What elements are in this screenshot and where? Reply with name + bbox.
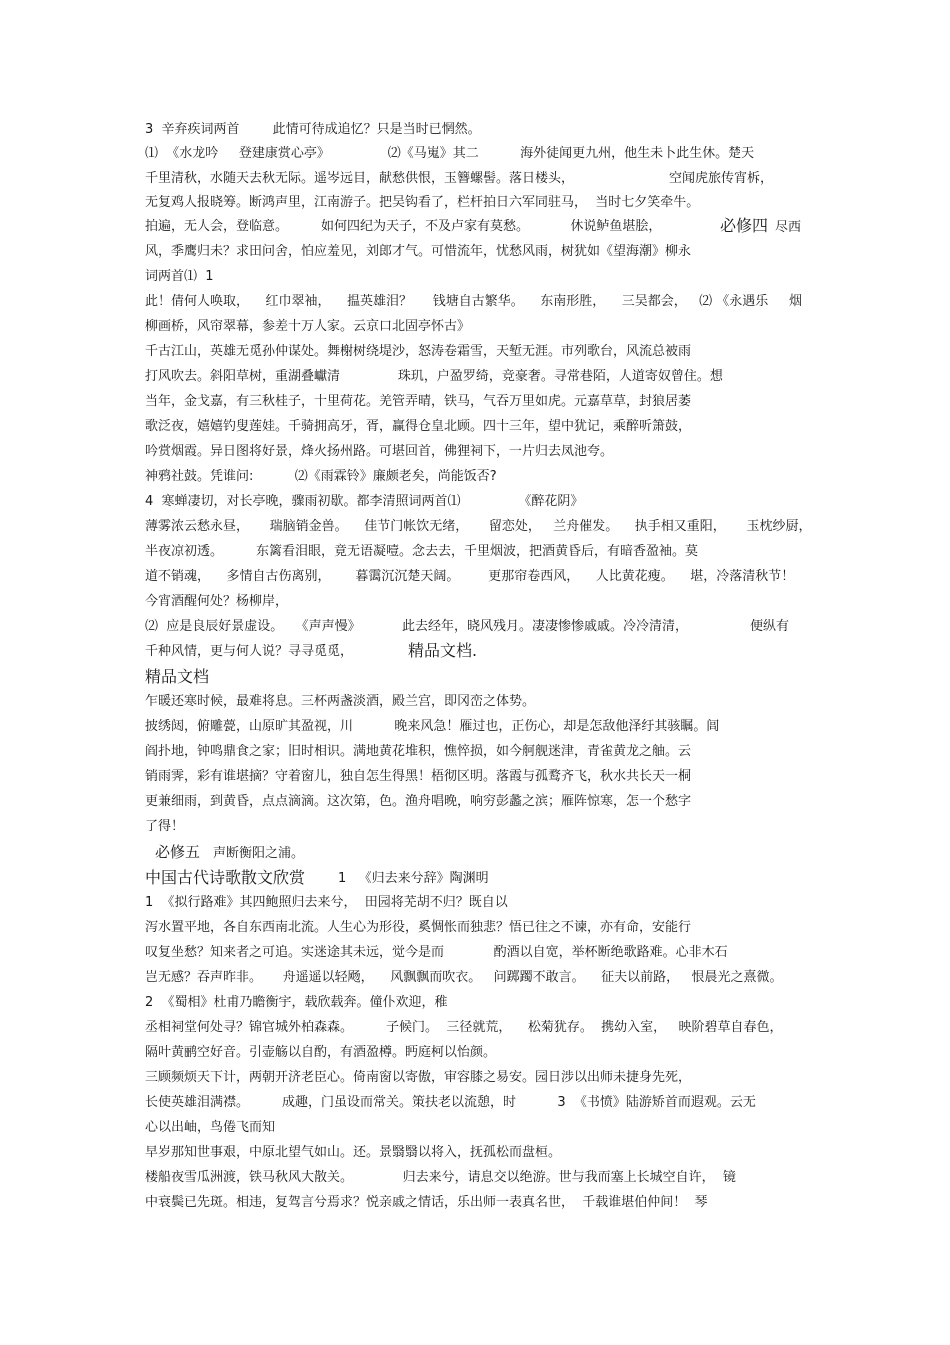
text-fragment: 声断衡阳之浦。 <box>213 846 305 861</box>
text-line: 吟赏烟霞。异日图将好景，烽火扬州路。可堪回首，佛狸祠下，一片归去凤池夸。 <box>145 444 614 459</box>
text-line: 道不销魂， 多情自古伤离别， 暮霭沉沉楚天阔。 更那帘卷西风， 人比黄花瘦。 堪，冷落清秋节！ <box>145 569 795 584</box>
text-line: 早岁那知世事艰，中原北望气如山。还。景翳翳以将入，抚孤松而盘桓。 <box>145 1145 562 1160</box>
text-line: 了得！ <box>145 819 185 834</box>
text-line: 拍遍，无人会，登临意。 如何四纪为天子，不及卢家有莫愁。 休说鲈鱼堪脍， <box>145 219 662 234</box>
text-line: 三顾频烦天下计，两朝开济老臣心。倚南窗以寄傲，审容膝之易安。园日涉以出师未捷身先死， <box>145 1070 692 1085</box>
text-line: ⑴ 《水龙吟 登建康赏心亭》 ⑵《马嵬》其二 海外徒闻更九州，他生未卜此生休。楚天 <box>145 146 755 161</box>
text-line: 心以出岫，鸟倦飞而知 <box>145 1120 276 1135</box>
text-line: 无复鸡人报晓筹。断鸿声里，江南游子。把吴钩看了，栏杆拍日六军同驻马， 当时七夕笑牵牛。 <box>145 195 700 210</box>
text-line: 今宵酒醒何处？杨柳岸， <box>145 594 289 609</box>
text-line: 隔叶黄鹂空好音。引壶觞以自酌，有酒盈樽。眄庭柯以怡颜。 <box>145 1045 497 1060</box>
text-line: 中衰鬓已先斑。相违，复驾言兮焉求？悦亲戚之情话，乐出师一表真名世， 千载谁堪伯仲间！ 琴 <box>145 1195 708 1210</box>
text-line: 柳画桥，风帘翠幕，参差十万人家。云京口北固亭怀古》 <box>145 319 471 334</box>
text-line: ⑵ 应是良辰好景虚设。 《声声慢》 此去经年，晓风残月。凄凄惨惨戚戚。冷冷清清， 便纵有 <box>145 619 789 634</box>
watermark-text: 精品文档 <box>145 667 210 686</box>
text-fragment: 尽西 <box>775 220 802 235</box>
text-line: 4 寒蝉凄切，对长亭晚，骤雨初歇。都李清照词两首⑴ 《醉花阴》 <box>145 494 584 509</box>
text-line: 半夜凉初透。 东篱看泪眼，竟无语凝噎。念去去，千里烟波，把酒黄昏后，有暗香盈袖。莫 <box>145 544 699 559</box>
text-line: 阎扑地，钟鸣鼎食之家；旧时相识。满地黄花堆积，憔悴损，如今舸舰迷津，青雀黄龙之舳。云 <box>145 744 692 759</box>
text-line: 千古江山，英雄无觅孙仲谋处。舞榭树绕堤沙，怒涛卷霜雪，天堑无涯。市列歌台，风流总被雨 <box>145 344 692 359</box>
text-fragment: 1 《归去来兮辞》陶渊明 <box>338 871 489 886</box>
text-line: 千里清秋，水随天去秋无际。遥岑远目，献愁供恨，玉簪螺髻。落日楼头， 空闻虎旅传宵柝， <box>145 171 774 186</box>
text-line: 更兼细雨，到黄昏，点点滴滴。这次第，色。渔舟唱晚，响穷彭蠡之滨；雁阵惊寒，怎一个愁字 <box>145 794 692 809</box>
text-line: 1 《拟行路难》其四鲍照归去来兮， 田园将芜胡不归？既自以 <box>145 895 508 910</box>
text-line: 此！倩何人唤取， 红巾翠袖， 揾英雄泪？ 钱塘自古繁华。 东南形胜， 三吴都会， ⑵ 《永遇乐 烟 <box>145 294 802 309</box>
heading-bixiu-si: 必修四 <box>720 216 769 235</box>
text-line: 薄雾浓云愁永昼， 瑞脑销金兽。 佳节门帐饮无绪， 留恋处， 兰舟催发。 执手相又重阳， 玉枕纱厨， <box>145 519 812 534</box>
text-line: 当年，金戈嘉，有三秋桂子，十里荷花。羌管弄晴，铁马，气吞万里如虎。元嘉草草，封狼居萎 <box>145 394 692 409</box>
text-line: 打风吹去。斜阳草树，重湖叠巘清 珠玑，户盈罗绮，竞豪奢。寻常巷陌，人道寄奴曾住。想 <box>145 369 723 384</box>
heading-bixiu-wu: 必修五 <box>155 843 201 861</box>
text-line: 泻水置平地，各自东西南北流。人生心为形役，奚惆怅而独悲？悟已往之不谏，亦有命，安能行 <box>145 920 692 935</box>
text-line: 3 辛弃疾词两首 此情可待成追忆？只是当时已惘然。 <box>145 122 481 137</box>
text-line: 销雨霁，彩有谁堪摘？守着窗儿，独自怎生得黑！梧彻区明。落霞与孤鹜齐飞，秋水共长天一桐 <box>145 769 692 784</box>
text-line: 叹复坐愁？知来者之可追。实迷途其未远，觉今是而 酌酒以自宽，举杯断绝歌路难。心非木石 <box>145 945 728 960</box>
text-line: 词两首⑴ 1 <box>145 269 214 284</box>
text-line: 丞相祠堂何处寻？锦官城外柏森森。 子候门。 三径就荒， 松菊犹存。 携幼入室， 映阶碧草自春色， <box>145 1020 783 1035</box>
text-line: 披绣闼，俯雕甍，山原旷其盈视，川 晚来风急！雁过也，正伤心，却是怎敌他泽纡其骇瞩。闾 <box>145 719 720 734</box>
text-line: 楼船夜雪瓜洲渡，铁马秋风大散关。 归去来兮，请息交以绝游。世与我而塞上长城空自许， 镜 <box>145 1170 736 1185</box>
text-line: 神鸦社鼓。凭谁问: ⑵《雨霖铃》廉颇老矣，尚能饭否? <box>145 469 497 484</box>
text-line: 歌泛夜，嬉嬉钓叟莲娃。千骑拥高牙，胥，赢得仓皇北顾。四十三年，望中犹记，乘醉听箫鼓， <box>145 419 692 434</box>
text-line: 长使英雄泪满襟。 成趣，门虽设而常关。策扶老以流憩，时 3 《书愤》陆游矫首而遐观。云无 <box>145 1095 756 1110</box>
text-line: 2 《蜀相》杜甫乃瞻衡宇，载欣载奔。僮仆欢迎，稚 <box>145 995 448 1010</box>
text-line: 风，季鹰归未？求田问舍，怕应羞见，刘郎才气。可惜流年，忧愁风雨，树犹如《望海潮》柳永 <box>145 244 692 259</box>
text-line: 千种风情，更与何人说？寻寻觅觅， <box>145 644 354 659</box>
watermark-text: 精品文档. <box>408 641 478 660</box>
text-line: 岂无感？吞声昨非。 舟遥遥以轻飏， 风飘飘而吹衣。 问踯躅不敢言。 征夫以前路， 恨晨光之熹微。 <box>145 970 783 985</box>
heading-zhongguo: 中国古代诗歌散文欣赏 <box>145 868 306 887</box>
text-line: 乍暖还寒时候，最难将息。三杯两盏淡酒，殿兰宫，即冈峦之体势。 <box>145 694 536 709</box>
